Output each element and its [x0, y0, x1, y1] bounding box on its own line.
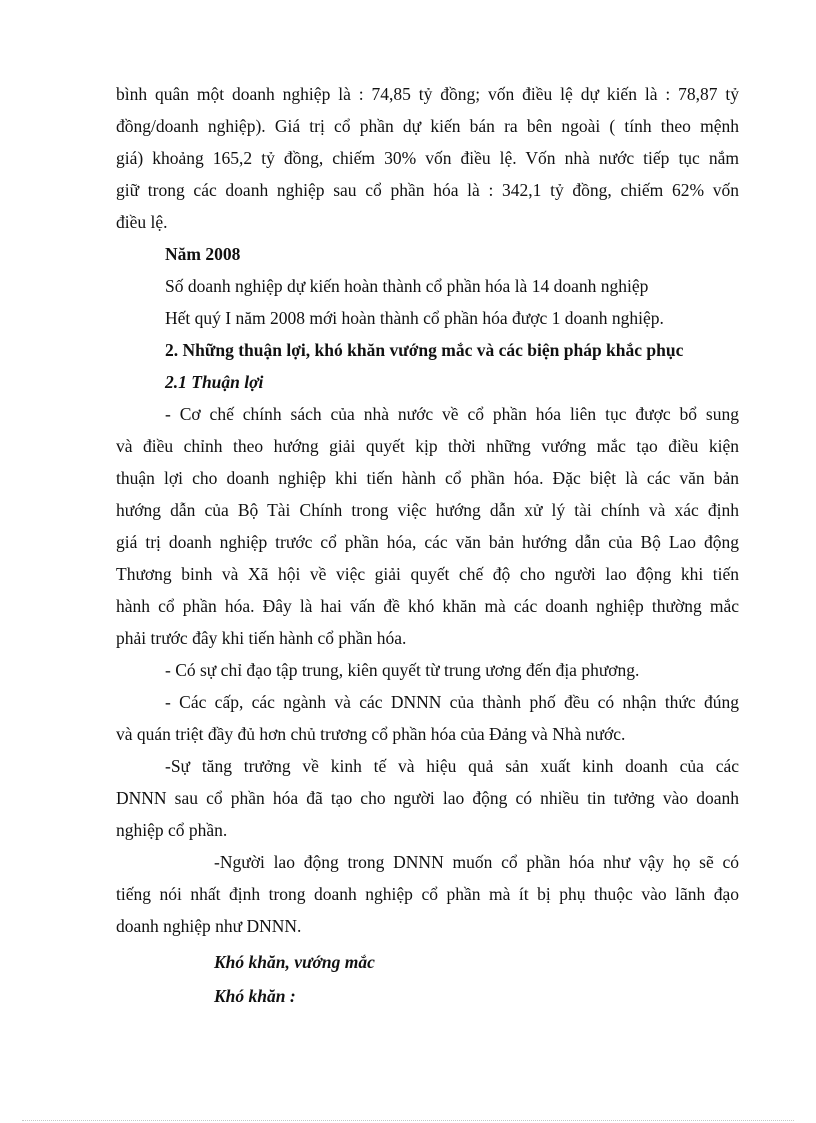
subsection-heading: 2.1 Thuận lợi [165, 372, 264, 392]
paragraph-line: đồng/doanh nghiệp). Giá trị cổ phần dự kiến bán ra bên ngoài ( tính theo mệnh [116, 116, 739, 136]
year-heading: Năm 2008 [165, 244, 241, 264]
difficulties-subheading: Khó khăn : [214, 986, 296, 1006]
paragraph-line: -Sự tăng trưởng về kinh tế và hiệu quả sản xuất kinh doanh của các [165, 756, 739, 776]
paragraph-line: giá) khoảng 165,2 tỷ đồng, chiếm 30% vốn điều lệ. Vốn nhà nước tiếp tục nắm [116, 148, 739, 168]
paragraph-line: doanh nghiệp như DNNN. [116, 916, 302, 936]
page-bottom-rule [22, 1120, 794, 1121]
paragraph-line: Thương binh và Xã hội về việc giải quyết chế độ cho người lao động khi tiến [116, 564, 739, 584]
paragraph-line: tiếng nói nhất định trong doanh nghiệp cổ phần mà ít bị phụ thuộc vào lãnh đạo [116, 884, 739, 904]
difficulties-heading: Khó khăn, vướng mắc [214, 952, 375, 972]
paragraph-line: Hết quý I năm 2008 mới hoàn thành cổ phần hóa được 1 doanh nghiệp. [165, 308, 664, 328]
paragraph-line: giá trị doanh nghiệp trước cổ phần hóa, các văn bản hướng dẫn của Bộ Lao động [116, 532, 739, 552]
paragraph-line: DNNN sau cổ phần hóa đã tạo cho người lao động có nhiều tin tưởng vào doanh [116, 788, 739, 808]
paragraph-line: và quán triệt đầy đủ hơn chủ trương cổ phần hóa của Đảng và Nhà nước. [116, 724, 626, 744]
paragraph-line: bình quân một doanh nghiệp là : 74,85 tỷ đồng; vốn điều lệ dự kiến là : 78,87 tỷ [116, 84, 739, 104]
paragraph-line: Số doanh nghiệp dự kiến hoàn thành cổ phần hóa là 14 doanh nghiệp [165, 276, 649, 296]
paragraph-line: phải trước đây khi tiến hành cổ phần hóa. [116, 628, 407, 648]
paragraph-line: - Có sự chỉ đạo tập trung, kiên quyết từ trung ương đến địa phương. [165, 660, 640, 680]
paragraph-line: hướng dẫn của Bộ Tài Chính trong việc hướng dẫn xử lý tài chính và xác định [116, 500, 739, 520]
paragraph-line: hành cổ phần hóa. Đây là hai vấn đề khó khăn mà các doanh nghiệp thường mắc [116, 596, 739, 616]
section-heading: 2. Những thuận lợi, khó khăn vướng mắc và các biện pháp khắc phục [165, 340, 684, 360]
paragraph-line: nghiệp cổ phần. [116, 820, 228, 840]
paragraph-line: - Cơ chế chính sách của nhà nước về cổ phần hóa liên tục được bổ sung [165, 404, 739, 424]
paragraph-line: giữ trong các doanh nghiệp sau cổ phần hóa là : 342,1 tỷ đồng, chiếm 62% vốn [116, 180, 739, 200]
paragraph-line: điều lệ. [116, 212, 168, 232]
paragraph-line: và điều chỉnh theo hướng giải quyết kịp thời những vướng mắc tạo điều kiện [116, 436, 739, 456]
paragraph-line: thuận lợi cho doanh nghiệp khi tiến hành cổ phần hóa. Đặc biệt là các văn bản [116, 468, 739, 488]
paragraph-line: -Người lao động trong DNNN muốn cổ phần hóa như vậy họ sẽ có [214, 852, 739, 872]
paragraph-line: - Các cấp, các ngành và các DNNN của thành phố đều có nhận thức đúng [165, 692, 739, 712]
